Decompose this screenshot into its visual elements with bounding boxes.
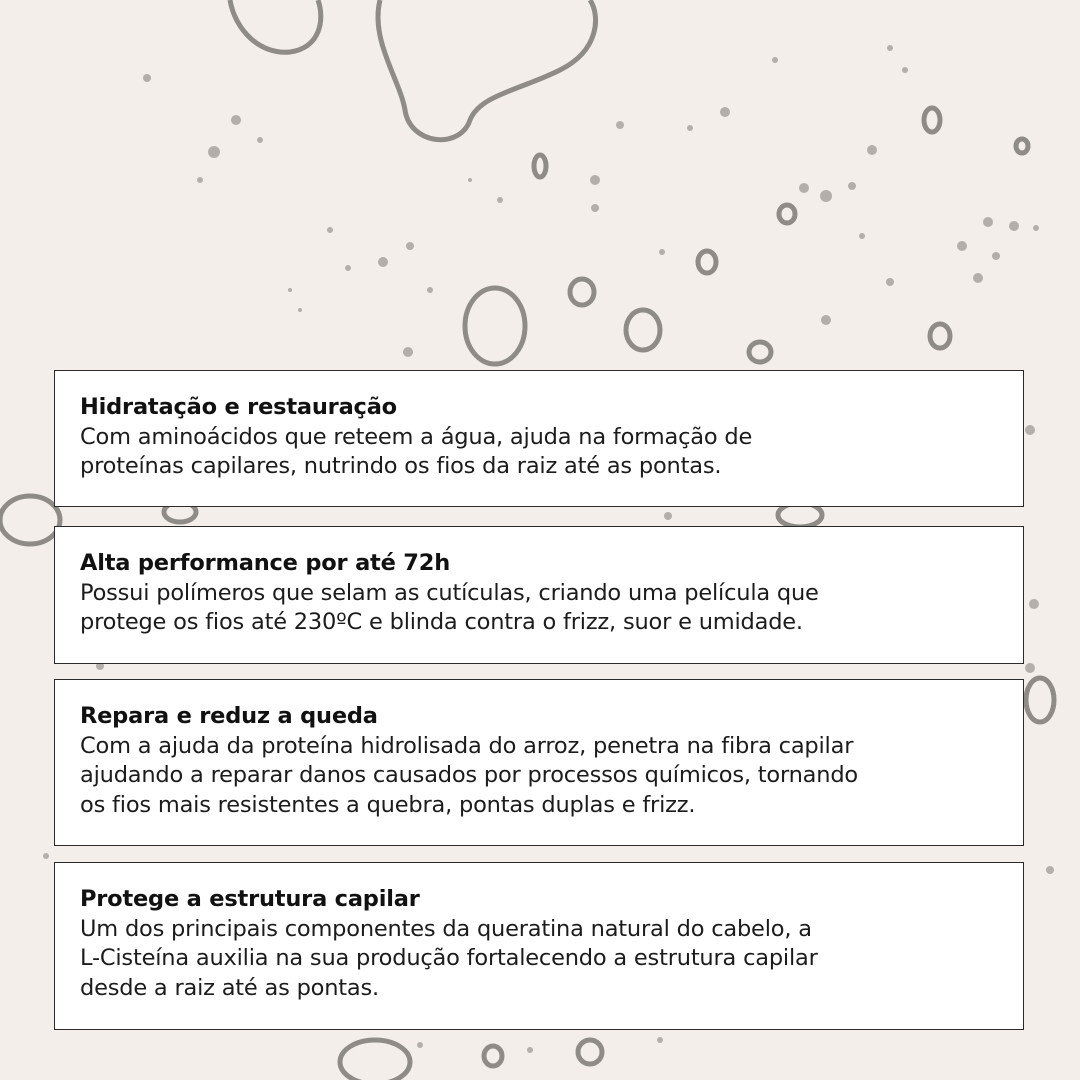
feature-card-alta-performance xyxy=(54,526,1024,664)
card-text-line: Com aminoácidos que reteem a água, ajuda na formação de xyxy=(80,423,753,450)
feature-card-protege xyxy=(54,862,1024,1030)
card-title: Alta performance por até 72h xyxy=(80,550,451,576)
card-title: Hidratação e restauração xyxy=(80,394,397,420)
feature-card-repara xyxy=(54,679,1024,846)
card-text-line: os fios mais resistentes a quebra, pontas duplas e frizz. xyxy=(80,791,696,818)
card-text-line: protege os fios até 230ºC e blinda contra o frizz, suor e umidade. xyxy=(80,609,803,635)
card-title: Repara e reduz a queda xyxy=(80,703,378,729)
card-text-line: Com a ajuda da proteína hidrolisada do arroz, penetra na fibra capilar xyxy=(80,732,854,759)
card-text-line: Possui polímeros que selam as cutículas, criando uma película que xyxy=(80,579,819,606)
feature-card-hidratacao xyxy=(54,370,1024,507)
card-text-line: desde a raiz até as pontas. xyxy=(80,974,379,1001)
card-text-line: Um dos principais componentes da queratina natural do cabelo, a xyxy=(80,915,812,942)
card-title: Protege a estrutura capilar xyxy=(80,886,420,912)
card-text-line: ajudando a reparar danos causados por processos químicos, tornando xyxy=(80,762,858,788)
card-text-line: proteínas capilares, nutrindo os fios da raiz até as pontas. xyxy=(80,453,722,479)
card-text-line: L-Cisteína auxilia na sua produção fortalecendo a estrutura capilar xyxy=(80,945,818,971)
